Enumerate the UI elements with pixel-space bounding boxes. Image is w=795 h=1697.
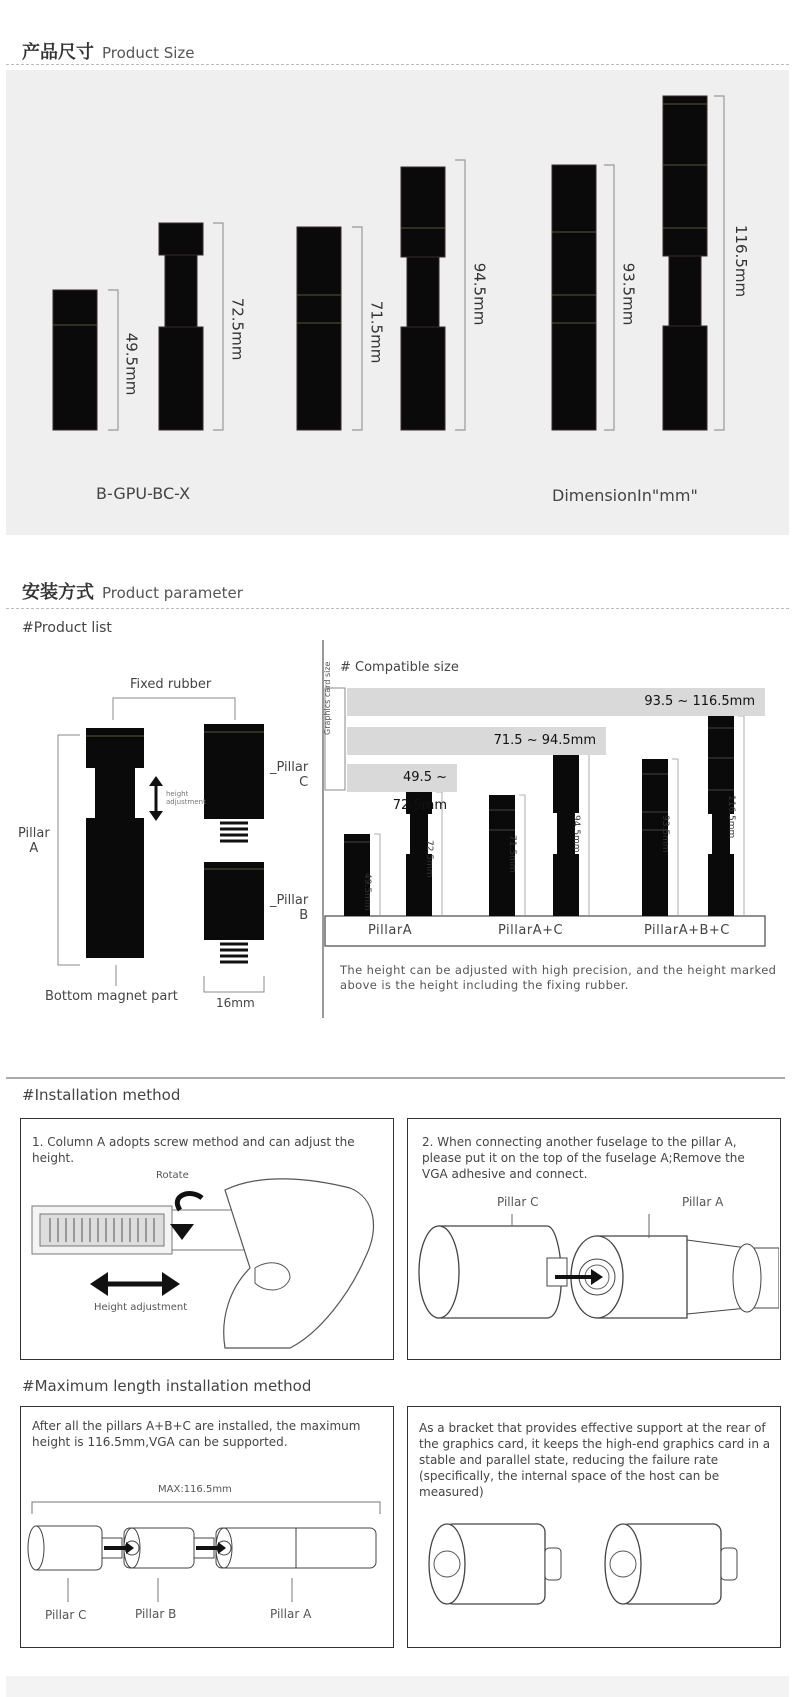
install-step-2-text: 2. When connecting another fuselage to the pillar A, please put it on the top of the fuselage A;Remove the VGA adhesive and connect.: [422, 1135, 745, 1181]
group-label-abc: PillarA+B+C: [644, 923, 730, 938]
bracket-support-text: As a bracket that provides effective support at the rear of the graphics card, it keeps the high-end graphics card in a stable and parallel state, reducing the failure rate (specifically, the internal space of the host can be measured): [419, 1421, 771, 1499]
pillar-2-top: [159, 223, 203, 255]
pillar-b-label: _Pillar B: [270, 893, 309, 923]
height-adjustment-label: Height adjustment: [94, 1302, 188, 1313]
title-en: Product parameter: [102, 584, 243, 602]
box2-pillar-a-label: Pillar A: [682, 1195, 724, 1209]
pillar-c-label: _Pillar C: [270, 760, 309, 790]
pillar-6-top: [663, 96, 707, 256]
pillar-1: [53, 290, 97, 430]
width-16mm-label: 16mm: [216, 996, 255, 1010]
range-bar-medium: 71.5 ~ 94.5mm: [347, 727, 606, 755]
graphics-card-size-label: Graphics card size: [323, 661, 332, 735]
rotate-label: Rotate: [156, 1170, 189, 1181]
dim-label-5: 93.5mm: [619, 262, 638, 326]
dim-label-6: 116.5mm: [732, 224, 751, 298]
pillar-4-top: [401, 167, 445, 257]
dim-label-4: 94.5mm: [470, 262, 489, 326]
box3-pillar-a-label: Pillar A: [270, 1607, 312, 1621]
model-name: B-GPU-BC-X: [96, 484, 191, 503]
max-length-heading: #Maximum length installation method: [22, 1377, 312, 1395]
small-dim-5: 93.5mm: [660, 815, 670, 853]
product-list-heading: #Product list: [22, 620, 112, 636]
title-cn: 产品尺寸: [22, 42, 94, 63]
installation-heading: #Installation method: [22, 1086, 181, 1104]
pillar-3: [297, 227, 341, 430]
small-dim-2: 72.5mm: [424, 840, 434, 878]
dim-label-2: 72.5mm: [228, 297, 247, 361]
small-dim-4: 94.5mm: [571, 815, 581, 853]
height-adjust-label: height adjustment: [166, 790, 206, 806]
small-dim-3: 71.5mm: [507, 835, 517, 873]
range-bar-large: 93.5 ~ 116.5mm: [347, 688, 765, 716]
bottom-magnet-label: Bottom magnet part: [45, 989, 178, 1004]
footer-strip: [6, 1676, 789, 1697]
divider: [6, 1077, 785, 1079]
max-install-text: After all the pillars A+B+C are installed, the maximum height is 116.5mm,VGA can be supported.: [32, 1419, 361, 1449]
install-step-1-drawing: [20, 1118, 392, 1358]
install-step-2-drawing: [407, 1118, 779, 1358]
dim-label-3: 71.5mm: [367, 300, 386, 364]
dim-label-1: 49.5mm: [122, 332, 141, 396]
max-length-label: MAX:116.5mm: [158, 1484, 232, 1495]
range-bar-small: 49.5 ~ 72.5mm: [347, 764, 457, 792]
group-label-a: PillarA: [368, 923, 413, 938]
bracket-support-drawing: [407, 1406, 779, 1646]
group-label-ac: PillarA+C: [498, 923, 564, 938]
precision-note: The height can be adjusted with high precision, and the height marked above is the height including the fixing rubber.: [340, 963, 777, 992]
unit-note: DimensionIn"mm": [552, 486, 698, 505]
box3-pillar-b-label: Pillar B: [135, 1607, 177, 1621]
pillar-a-label: Pillar A: [18, 826, 50, 856]
install-step-1-text: 1. Column A adopts screw method and can adjust the height.: [32, 1135, 355, 1165]
section-title-product-parameter: [22, 578, 243, 604]
pillar-5: [552, 165, 596, 430]
box3-pillar-c-label: Pillar C: [45, 1608, 87, 1622]
small-dim-1: 49.5mm: [362, 873, 372, 911]
title-cn: 安装方式: [22, 582, 94, 603]
small-dim-6: 116.5mm: [726, 795, 736, 839]
fixed-rubber-label: Fixed rubber: [130, 677, 212, 692]
pillar-size-drawing: [0, 0, 795, 540]
box2-pillar-c-label: Pillar C: [497, 1195, 539, 1209]
title-en: Product Size: [102, 44, 195, 62]
divider: [6, 608, 789, 609]
compatible-size-heading: # Compatible size: [340, 660, 459, 675]
